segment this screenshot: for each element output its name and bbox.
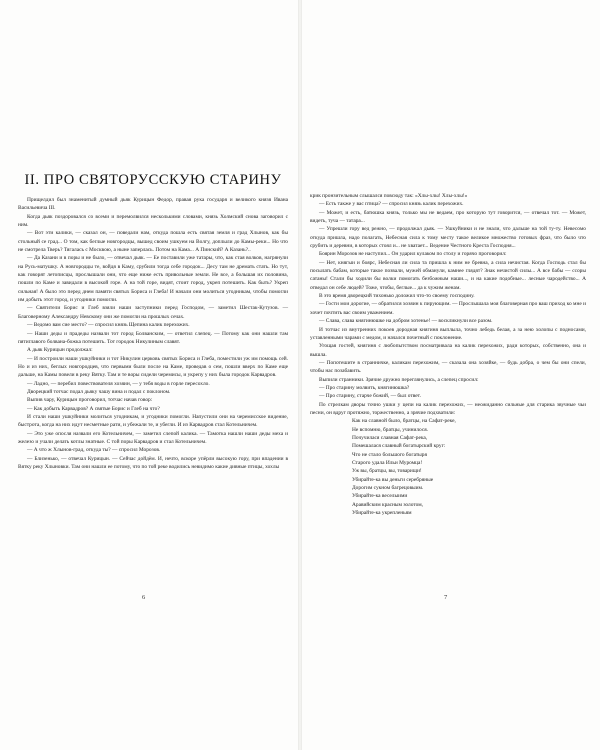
paragraph: — Слава, слава княгинюшке на добром хотенье! — воскликнули все разом. <box>319 318 493 325</box>
verse-line: Дорогим сукном багрецовыим. <box>352 485 424 492</box>
paragraph: — Наши деды и прадеды назвали тот город Болванским, — ответил слепец. — Потому как они нашли там пятиглавого болвана-божка потешить. Тот городок Никулиным славят. <box>18 330 288 345</box>
paragraph: — Святители Борис и Глеб взяли наши заступники перед Господом, — заметил Шестак-Кутузов. — Благоверному Александру Невскому они же помогли на прошлых сечах. <box>18 305 288 320</box>
paragraph: — И построили наши ушкуйники и тот Никулин церковь святых Бориса и Глеба, поместили уж им помощь сей. Но и из них, беглых новгородцев, что первыми были после на Каме, проведав о сем, пошли вверх по Каме еще дальше, на Камы повели в реку Вятку. Там и те воры сидели черемисы, и укрепу у них была городок Карвадров. <box>18 355 288 379</box>
verse-line: Убирайте-ка веселыими <box>352 493 408 500</box>
paragraph: Выпив чару, Курицын проговорил, тотчас начав говор: <box>27 397 153 404</box>
paragraph: Угощая гостей, княгиня с любопытством посматривала на калик перехожих, ради которых, собственно, она и вышла. <box>310 343 586 358</box>
page-number: 7 <box>444 594 448 601</box>
verse-line: Убирайте-ка укрепленьям <box>352 510 412 517</box>
paragraph: — Близенько, — отвечал Курицын. — Сейчас дойдём. И, нечто, вскоре упёрли высокую гору, при впадении в Вятку реку Хлыновки. Там они нашли ее потому, что по той реке водились невидимо какие дивные птицы, хохлы <box>18 455 288 470</box>
verse-line: Почучилася славная Сафат-река, <box>352 434 428 441</box>
paragraph: Прищелдил был знаменитый думный дьяк Курицын Федор, правая рука государя и великого князя Ивана Васильевича III. <box>18 197 288 212</box>
paragraph: — Да Казани и в поры и не было, — отвечал дьяк. — Ее поставили уже татары, что, как стая волков, нагрянули на Русь-матушку. А новгородцы те, войдя в Каму, срубили тогда себе городок... Десу там не дремать стать. Но тут, как говорят летописцы, прослышали они, что еще ниже есть привольные земли. Не все, а большая их половина, пошли по Каме и завидали в высокой горе. А на той горе, видят, стоит город, укреп потешить. Как быть? Укреп сильная! А было это перед днем памяти святых Бориса и Глеба! И начали они молиться угодникам, чтобы помогли им добыть этот город, и угодники помогли. <box>18 255 288 304</box>
paragraph: — Ведомо вам сие место? — спросил князь Щепина калик перехожих. <box>27 322 190 329</box>
paragraph: — Нет, княгыи и боярс, Небесная ли сила та пришла к ним не бревна, а сила нечистая. Когда Господь стал бы посылать бабам, которые такое позвали, мужей обманули, камнее глядят? Знак нечистой силы... А все бабы — ссоры сатаны! Стали бы ходили бы волки помогать безбожным наши..., и на какие подобные... лесные чародейство... А отведал он себе людей? Тоже, чтобы, беглые... да к чужим женам. <box>310 259 586 291</box>
paragraph: Дворецкий тотчас подал дьяку чашу вина и подал с поклоном. <box>27 388 171 395</box>
paragraph: И тотчас из внутренних покоев дородная княгиня выплыла, точно лебедь белая, а за нею холопы с подносами, уставленными чарами с медом, и начался почетный с поклонение. <box>310 326 586 341</box>
verse-line: Помешалася славный богатырский круг: <box>352 443 446 450</box>
paragraph: — Гости мои дорогие, — обратился хозяин к пирующим. — Прослышала моя благоверная про ваш приход ко мне и хочет почтить вас своим уважением. <box>310 301 586 316</box>
paragraph: — Ладно, — перебил повествователя хозяин, — у тебя воды в горле пересохло. <box>27 380 210 387</box>
paragraph: — Про старину, старче божий, — был ответ. <box>319 393 421 400</box>
verse-line: Аравийским красным золотом, <box>352 501 423 508</box>
left-page-text <box>18 196 288 471</box>
verse-line: Не вспомню, братцы, учинилося. <box>352 426 429 433</box>
paragraph: Когда дьяк поздоровался со всеми и перемолвился несколькими словами, князь Холмский снова заговорил с ним. <box>18 213 288 229</box>
verse-line: Старого удала Ильи Муромца! <box>352 460 423 466</box>
paragraph: А дьяк Курицын продолжал: <box>27 347 93 354</box>
paragraph: В это время дворецкий тихонько доложил что-то своему господину. <box>319 293 475 300</box>
verse-line: Как на славной было, братцы, на Сафат-реке, <box>352 418 456 425</box>
left-page <box>0 0 298 750</box>
paragraph: — Вот эти калики, — сказал он, — поведали нам, откуда пошла есть святая земля и град Хлынов, как бы стольный се град... О том, как беглые новгородцы, вышед своим ушкуем на Волгу, доплыли до Камы-реки... Но что не смотрела Тверь? Тягалась с Москвою, а ныне заперлась. Потом на Кама... А Пинский? А Казань?.. <box>18 230 288 254</box>
paragraph: — Может, и есть, батюшка князь, только мы не ведаем, про которую тут говорится, — отвечал тот. — Может, видеть, туча — татара... <box>310 209 586 225</box>
paragraph: — Упрешли гору вед режно, — продолжал дьяк. — Ушкуйники и не знали, что дальше на той ту-ту. Невесомо откуда пришла, надо полагать, Небесная сила к тому месту такое великое множество готовых фраз, что было что срубить и деревни, в которых стоял и... не хватает... Ведение Честного Креста Господня... <box>310 226 586 250</box>
paragraph: — Есть также у вас птица? — спросил князь калик перехожих. <box>319 201 464 208</box>
paragraph: — Про старину молвить, княгинюшка? <box>319 384 410 391</box>
page-number: 6 <box>142 594 146 601</box>
chapter-title: II. ПРО СВЯТОРУССКУЮ СТАРИНУ <box>24 172 282 188</box>
verse-line: Уж вы, братцы, вы, товарищи! <box>352 468 422 475</box>
song-verse <box>310 417 586 517</box>
paragraph: Боярин Морозов не наступил... Он ударил кулаком по столу и горячо проговорил: <box>319 251 507 258</box>
right-page-text <box>310 192 586 417</box>
paragraph: — Попотешите в странничке, каликам перехожим, — сказала она хозяйке, — будь добра, о чем бы они спели, чтобы нас позабавить. <box>310 359 586 375</box>
paragraph: — Как добыть Карвадров? А святые Борис и Глеб на что? <box>27 405 160 412</box>
verse-line: Убирайте-ка вы деньги серебряные <box>352 476 434 483</box>
paragraph: По стрелкам дворы точно ушки у цепи на калик перехожих, — неожиданно сильные для старика звучные чьи песни, он вдруг протяжно, торжественно, а зрячие подхватили: <box>310 401 586 416</box>
paragraph: Выпили странники. Зрячие дружно переглянулись, а слепец спросил: <box>319 376 479 383</box>
paragraph: — А что ж Хлынов-град, откуда ты? — спросил Морозов. <box>27 447 161 454</box>
verse-line: Что не стало большого богатыря <box>352 451 427 458</box>
paragraph: крик пронзительным слышался повсюду так: «Хлы-хлы! Хлы-хлы!» <box>310 193 468 199</box>
paragraph: — Это уже опосля назвали его Котельничем, — заметил слепой калика. — Тамотка нашли наши деды меха и железо и учали делать котлы знатные. С той поры Карвадров и стал Котельничем. <box>18 430 288 445</box>
paragraph: И стали наши ушкуйники молиться угодникам, и угодники помогли. Напустили они на черемисское видение, быстрота, когда на них идут несметные рати, и убежали те, и убегли. И из Карвадров стал Котельничем. <box>18 413 288 429</box>
right-page <box>302 0 600 750</box>
